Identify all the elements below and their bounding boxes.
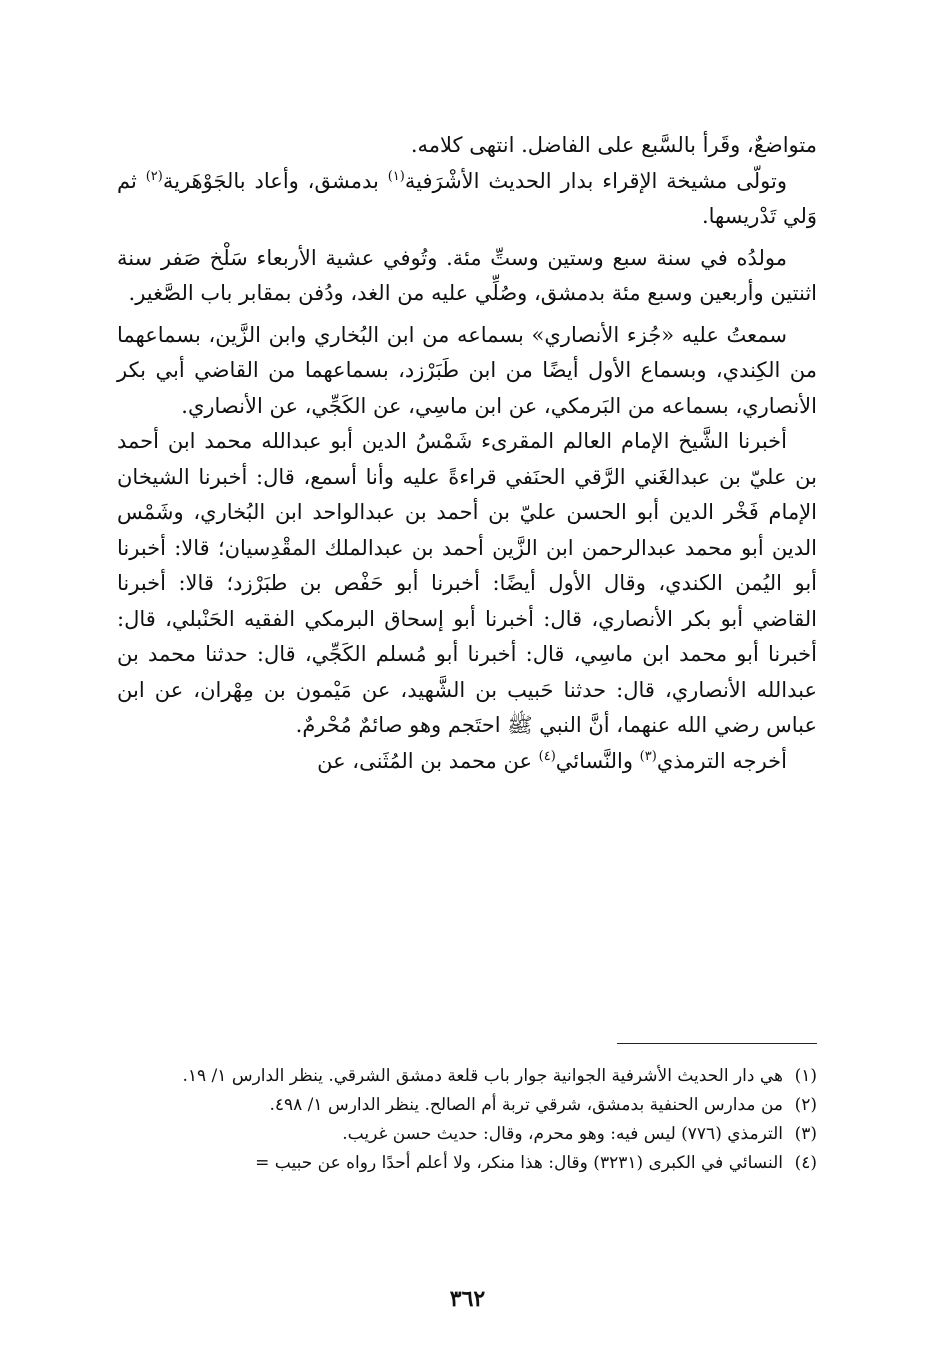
paragraph-6-text-b: والنَّسائي [555,748,640,773]
footnote-2-number: (٢) [794,1095,817,1115]
paragraph-2-text-a: وتولّى مشيخة الإقراء بدار الحديث الأشْرَفية [404,168,788,193]
paragraph-3 [117,241,817,312]
footnotes [117,1062,817,1178]
paragraph-6-text-c: عن محمد بن المُثَنى، عن [317,748,539,773]
paragraph-2-text-c: ثم وَلي تَدْريسها. [117,168,817,228]
footnote-1 [117,1062,817,1091]
footnote-3-text: الترمذي (٧٧٦) ليس فيه: وهو محرم، وقال: حديث حسن غريب. [342,1124,783,1144]
footnote-4-number: (٤) [794,1153,817,1173]
paragraph-6 [117,744,817,780]
paragraph-1 [117,128,817,164]
footnote-ref-2[interactable]: (٢) [145,168,163,184]
paragraph-1-text: متواضعٌ، وقَرأ بالسَّبع على الفاضل. انتهى كلامه. [410,133,817,157]
paragraph-2 [117,164,817,235]
footnote-3 [117,1120,817,1149]
paragraph-5 [117,424,817,744]
footnote-2 [117,1091,817,1120]
footnote-divider [617,1043,817,1044]
paragraph-5-text: أخبرنا الشَّيخ الإمام العالم المقرىء شَمْسُ الدين أبو عبدالله محمد ابن أحمد بن عليّ بن عبدالغَني الرَّقي الحنَفي قراءةً عليه وأنا أسمع، قال: أخبرنا الشيخان الإمام فَخْر الدين أبو الحسن عليّ بن أحمد بن عبدالواحد ابن البُخاري، وشَمْس الدين أبو محمد عبدالرحمن ابن الزَّين أحمد بن عبدالملك المقْدِسيان؛ قالا: أخبرنا أبو اليُمن الكندي، وقال الأول أيضًا: أخبرنا أبو حَفْص بن طبَرْزد؛ قالا: أخبرنا القاضي أبو بكر الأنصاري، قال: أخبرنا أبو إسحاق البرمكي الفقيه الحَنْبلي، قال: أخبرنا أبو محمد ابن ماسِي، قال: أخبرنا أبو مُسلم الكَجِّي، قال: حدثنا محمد بن عبدالله الأنصاري، قال: حدثنا حَبيب بن الشَّهيد، عن مَيْمون بن مِهْران، عن ابن عباس رضي الله عنهما، أنَّ النبي ﷺ احتَجم وهو صائمٌ مُحْرمٌ. [117,429,817,737]
paragraph-2-text-b: بدمشق، وأعاد بالجَوْهَرية [162,168,388,193]
footnote-1-number: (١) [794,1066,817,1086]
paragraph-4 [117,318,817,425]
paragraph-3-text: مولدُه في سنة سبع وستين وستِّ مئة. وتُوفي عشية الأربعاء سَلْخ صَفر سنة اثنتين وأربعين وسبع مئة بدمشق، وصُلِّي عليه من الغد، ودُفن بمقابر باب الصَّغير. [117,245,817,305]
paragraph-6-text-a: أخرجه الترمذي [656,748,787,773]
footnote-2-text: من مدارس الحنفية بدمشق، شرقي تربة أم الصالح. ينظر الدارس ١/ ٤٩٨. [269,1095,783,1115]
main-text [117,128,817,779]
footnote-ref-3[interactable]: (٣) [639,748,657,764]
footnote-3-number: (٣) [794,1124,817,1144]
footnote-4-text: النسائي في الكبرى (٣٢٣١) وقال: هذا منكر، ولا أعلم أحدًا رواه عن حبيب = [255,1153,783,1173]
page-number: ٣٦٢ [449,1286,486,1312]
footnote-ref-1[interactable]: (١) [387,168,405,184]
footnote-4 [117,1149,817,1178]
footnote-1-text: هي دار الحديث الأشرفية الجوانية جوار باب قلعة دمشق الشرقي. ينظر الدارس ١/ ١٩. [182,1066,783,1086]
footnote-ref-4[interactable]: (٤) [538,748,556,764]
paragraph-4-text: سمعتُ عليه «جُزء الأنصاري» بسماعه من ابن البُخاري وابن الزَّين، بسماعهما من الكِندي، وبسماع الأول أيضًا من ابن طَبَرْزد، بسماعهما من القاضي أبي بكر الأنصاري، بسماعه من البَرمكي، عن ابن ماسِي، عن الكَجِّي، عن الأنصاري. [117,322,817,418]
